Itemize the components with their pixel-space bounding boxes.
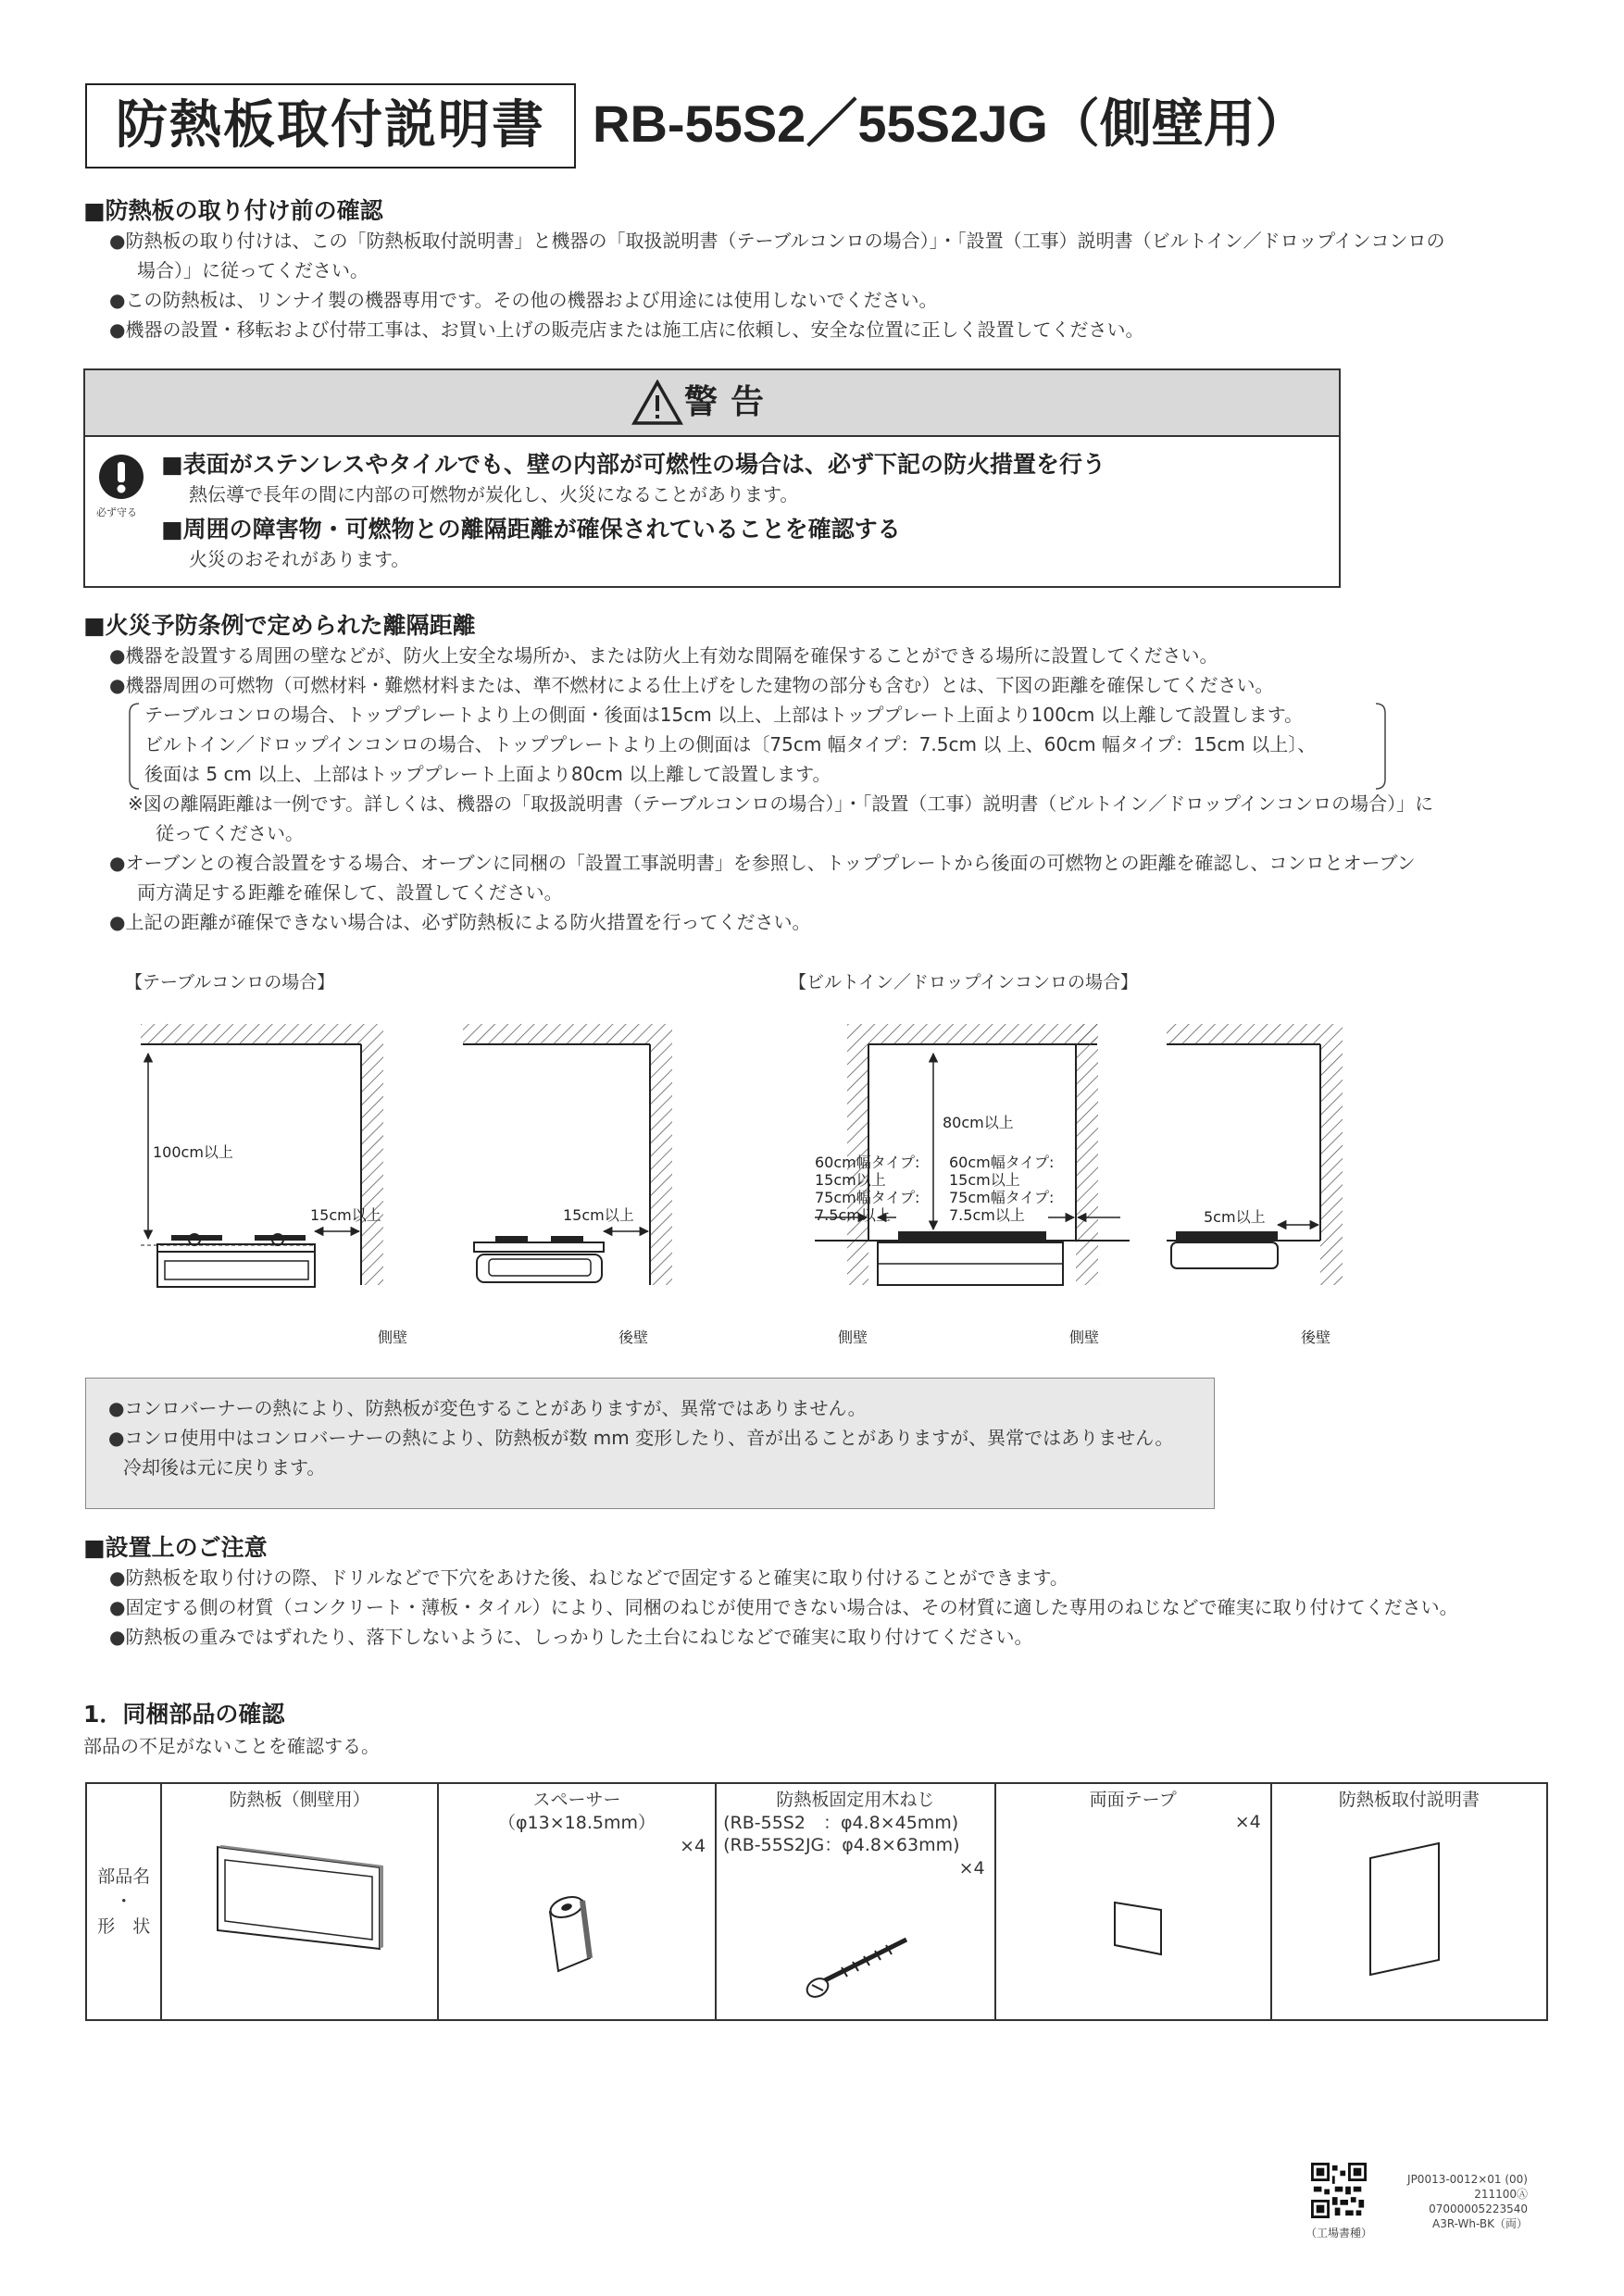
diagram-label-table: 【テーブルコンロの場合】 (125, 972, 335, 992)
part-cell-wood-screw (716, 1783, 994, 2020)
list-item: ●コンロ使用中はコンロバーナーの熱により、防熱板が数 mm 変形したり、音が出ることがありますが、異常ではありません。 (108, 1427, 1174, 1449)
list-item: 従ってください。 (156, 822, 304, 844)
spec-line: 15cm以上 (815, 1171, 886, 1189)
list-item: ●上記の距離が確保できない場合は、必ず防熱板による防火措置を行ってください。 (109, 911, 811, 933)
spec-line: 7.5cm以上 (949, 1206, 1025, 1224)
part-cell-manual (1271, 1783, 1547, 2020)
doc-code: A3R-Wh-BK（両） (1431, 2217, 1528, 2230)
bracket-text (144, 700, 1385, 789)
right-width-spec (949, 1154, 1054, 1224)
spec-line: 60cm幅タイプ: (815, 1154, 920, 1171)
warning-triangle-icon (631, 380, 683, 426)
part-quantity: ×4 (958, 1858, 985, 1878)
part-name: 両面テープ (1089, 1790, 1177, 1810)
notice-box (85, 1378, 1215, 1509)
mandatory-icon (98, 454, 144, 500)
document-title: 防熱板取付説明書 (85, 83, 576, 168)
label-side-wall: 側壁 (838, 1329, 868, 1346)
dim-15cm-side: 15cm以上 (310, 1206, 381, 1224)
doc-code: 211100Ⓐ (1474, 2188, 1528, 2201)
distance-note (128, 789, 1572, 848)
row-label: ・ (115, 1890, 133, 1912)
part-cell-double-sided-tape (995, 1783, 1271, 2020)
dim-80cm: 80cm以上 (943, 1114, 1014, 1131)
table-stove-side-icon (474, 1236, 604, 1282)
section-heading-distance: ■火災予防条例で定められた離隔距離 (83, 612, 476, 639)
list-item: 後面は 5 cm 以上、上部はトッププレート上面より80cm 以上離して設置します。 (144, 763, 831, 785)
part-quantity: ×4 (680, 1836, 706, 1856)
list-item: 冷却後は元に戻ります。 (123, 1456, 326, 1479)
label-side-wall: 側壁 (1069, 1329, 1100, 1346)
warning-box (83, 368, 1341, 588)
list-item: ●機器の設置・移転および付帯工事は、お買い上げの販売店または施工店に依頼し、安全な位置に正しく設置してください。 (109, 318, 1144, 341)
model-title: RB-55S2／55S2JG（側壁用） (593, 94, 1307, 153)
doc-code: JP0013-0012×01 (00) (1407, 2173, 1528, 2186)
part-name: スペーサー (532, 1790, 621, 1810)
part-cell-spacer (438, 1783, 716, 2020)
dim-100cm: 100cm以上 (153, 1143, 233, 1161)
diagram-builtin-back (1167, 1024, 1343, 1285)
part-cell-heat-shield (161, 1783, 437, 2020)
clearance-diagrams (130, 1009, 1352, 1342)
warning-item-1-detail: 熱伝導で長年の間に内部の可燃物が炭化し、火災になることがあります。 (189, 483, 799, 505)
left-width-spec (815, 1154, 919, 1224)
list-item: ●コンロバーナーの熱により、防熱板が変色することがありますが、異常ではありません。 (108, 1397, 867, 1419)
double-sided-tape-icon (1107, 1893, 1172, 1958)
warning-item-2-detail: 火災のおそれがあります。 (189, 548, 410, 570)
section-heading-install: ■設置上のご注意 (83, 1534, 268, 1561)
manual-sheet-icon (1365, 1840, 1448, 1978)
warning-title: 警告 (683, 383, 777, 421)
row-label: 部品名 (97, 1866, 151, 1887)
distance-list (109, 641, 1554, 700)
diagram-label-builtin: 【ビルトイン／ドロップインコンロの場合】 (789, 972, 1138, 992)
wood-screw-icon (805, 1932, 916, 2006)
dim-5cm: 5cm以上 (1204, 1208, 1266, 1226)
list-item: ※図の離隔距離は一例です。詳しくは、機器の「取扱説明書（テーブルコンロの場合）」・「設置（工事）説明書（ビルトイン／ドロップインコンロの場合）」に (128, 792, 1434, 815)
qr-code-icon (1311, 2163, 1367, 2218)
list-item: 両方満足する距離を確保して、設置してください。 (137, 881, 563, 904)
row-label-cell (86, 1783, 161, 2020)
parts-table (85, 1782, 1548, 2021)
list-item: ●オーブンとの複合設置をする場合、オーブンに同梱の「設置工事説明書」を参照し、トッププレートから後面の可燃物との距離を確認し、コンロとオーブン (109, 852, 1416, 874)
section-heading-precheck: ■防熱板の取り付け前の確認 (83, 197, 383, 224)
precheck-list (109, 226, 1554, 344)
section-heading-parts: 1．同梱部品の確認 (83, 1701, 285, 1728)
parts-subtitle: 部品の不足がないことを確認する。 (83, 1735, 380, 1757)
warning-item-2: ■周囲の障害物・可燃物との離隔距離が確保されていることを確認する (161, 516, 901, 543)
list-item: ●機器を設置する周囲の壁などが、防火上安全な場所か、または防火上有効な間隔を確保することができる場所に設置してください。 (109, 644, 1218, 667)
part-name: 防熱板（側壁用） (229, 1790, 370, 1810)
dim-15cm-back: 15cm以上 (563, 1206, 634, 1224)
part-spec: （φ13×18.5mm） (498, 1813, 656, 1833)
doc-code: 07000005223540 (1429, 2202, 1528, 2215)
part-name: 防熱板固定用木ねじ (776, 1790, 935, 1810)
label-back-wall: 後壁 (1301, 1329, 1331, 1346)
diagram-table-back (463, 1024, 672, 1285)
list-item: テーブルコンロの場合、トッププレートより上の側面・後面は15cm 以上、上部はトッププレート上面より100cm 以上離して設置します。 (144, 704, 1304, 726)
label-side-wall: 側壁 (378, 1329, 408, 1346)
list-item: ●機器周囲の可燃物（可燃材料・難燃材料または、準不燃材による仕上げをした建物の部分も含む）とは、下図の距離を確保してください。 (109, 674, 1274, 696)
install-list (109, 1563, 1591, 1652)
table-stove-icon (157, 1234, 315, 1287)
spec-line: 7.5cm以上 (815, 1206, 891, 1224)
warning-header (85, 370, 1339, 437)
mandatory-caption: 必ず守る (96, 506, 137, 518)
part-spec: (RB-55S2 ：φ4.8×45mm) (RB-55S2JG：φ4.8×63mm) (723, 1813, 960, 1855)
spec-line: 15cm以上 (949, 1171, 1020, 1189)
list-item: ●防熱板の重みではずれたり、落下しないように、しっかりした土台にねじなどで確実に取り付けてください。 (109, 1626, 1033, 1648)
distance-after (109, 848, 1554, 937)
spec-line: 75cm幅タイプ: (949, 1189, 1055, 1206)
spec-line: 75cm幅タイプ: (815, 1189, 920, 1206)
row-label: 形 状 (97, 1915, 151, 1937)
list-item: ビルトイン／ドロップインコンロの場合、トッププレートより上の側面は〔75cm 幅タイプ：7.5cm 以 上、60cm 幅タイプ：15cm 以上〕、 (144, 733, 1317, 755)
label-back-wall: 後壁 (618, 1329, 649, 1346)
list-item: 場合）」に従ってください。 (137, 259, 369, 281)
footer-codes (1370, 2172, 1528, 2231)
qr-caption: （工場書種） (1305, 2227, 1373, 2240)
heat-shield-panel-icon (208, 1840, 394, 1960)
list-item: ●防熱板を取り付けの際、ドリルなどで下穴をあけた後、ねじなどで固定すると確実に取り付けることができます。 (109, 1566, 1068, 1589)
spec-line: 60cm幅タイプ: (949, 1154, 1055, 1171)
spacer-icon (536, 1893, 610, 1986)
list-item: ●防熱板の取り付けは、この「防熱板取付説明書」と機器の「取扱説明書（テーブルコンロの場合）」・「設置（工事）説明書（ビルトイン／ドロップインコンロの (109, 230, 1445, 252)
list-item: ●この防熱板は、リンナイ製の機器専用です。その他の機器および用途には使用しないでください。 (109, 289, 938, 311)
list-item: ●固定する側の材質（コンクリート・薄板・タイル）により、同梱のねじが使用できない場合は、その材質に適した専用のねじなどで確実に取り付けてください。 (109, 1596, 1458, 1618)
part-name: 防熱板取付説明書 (1338, 1790, 1480, 1810)
warning-item-1: ■表面がステンレスやタイルでも、壁の内部が可燃性の場合は、必ず下記の防火措置を行う (161, 451, 1106, 478)
part-quantity: ×4 (1234, 1812, 1261, 1832)
